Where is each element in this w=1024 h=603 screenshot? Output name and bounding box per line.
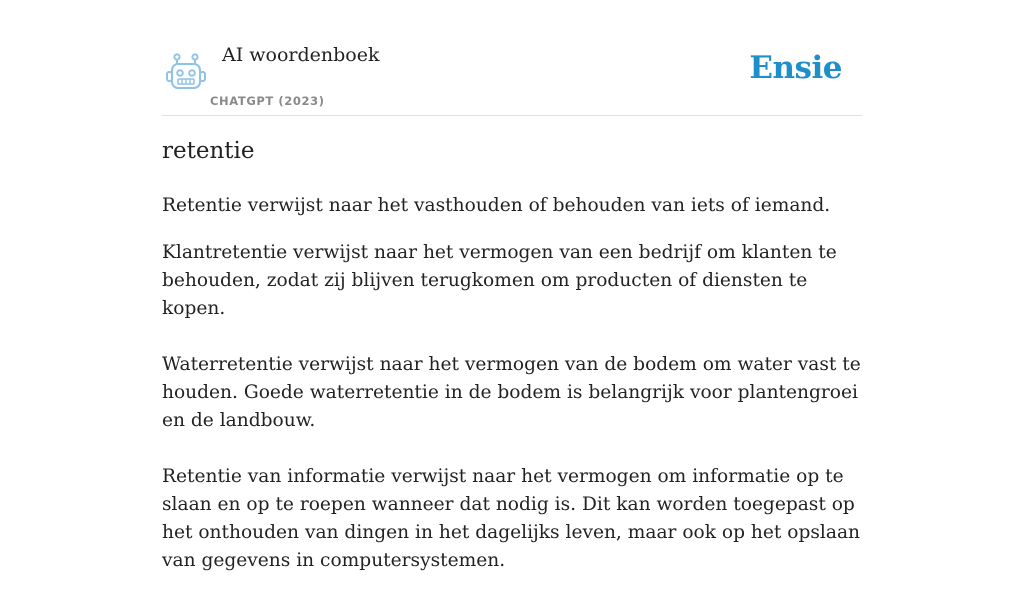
definition-paragraph: Waterretentie verwijst naar het vermogen van de bodem om water vast te houden. Goede waterretentie in de bodem is belangrijk voor plantengroei en de landbouw. xyxy=(162,354,861,431)
source-header xyxy=(162,0,862,116)
robot-icon xyxy=(166,52,206,90)
content xyxy=(162,0,862,571)
entry-term: retentie xyxy=(162,138,255,164)
definition-paragraph: Retentie van informatie verwijst naar het vermogen om informatie op te slaan en op te roepen wanneer dat nodig is. Dit kan worden toegepast op het onthouden van dingen in het dagelijks leven, maar ook op het opslaan van gegevens in computersystemen. xyxy=(162,466,861,571)
source-subtitle: CHATGPT (2023) xyxy=(210,94,325,108)
source-title[interactable]: AI woordenboek xyxy=(222,44,380,66)
definition-paragraph: Klantretentie verwijst naar het vermogen van een bedrijf om klanten te behouden, zodat zij blijven terugkomen om producten of diensten te kopen. xyxy=(162,242,837,319)
entry-definition xyxy=(162,192,862,603)
brand-logo[interactable]: Ensie xyxy=(749,50,842,86)
definition-paragraph: Retentie verwijst naar het vasthouden of behouden van iets of iemand. xyxy=(162,195,831,216)
